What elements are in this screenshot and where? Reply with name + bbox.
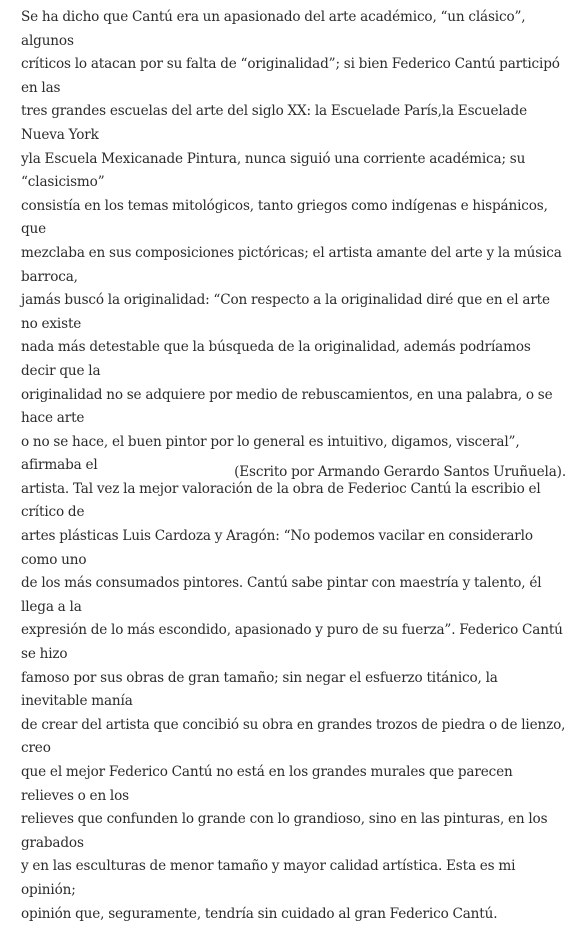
paragraph-line: opinión que, seguramente, tendría sin cuidado al gran Federico Cantú. [21, 905, 498, 922]
paragraph-line: nada más detestable que la búsqueda de la originalidad, además podríamos decir que la [21, 339, 531, 379]
paragraph-line: y en las esculturas de menor tamaño y mayor calidad artística. Esta es mi opinión; [21, 858, 516, 898]
paragraph-line: consistía en los temas mitológicos, tanto griegos como indígenas e hispánicos, que [21, 197, 548, 238]
paragraph-line: expresión de lo más escondido, apasionado y puro de su fuerza”. Federico Cantú se hizo [21, 622, 563, 663]
paragraph-line: de crear del artista que concibió su obra en grandes trozos de piedra o de lienzo, creo [21, 716, 566, 757]
paragraph-line: o no se hace, el buen pintor por lo general es intuitivo, digamos, visceral”, afirmaba el [21, 433, 520, 474]
paragraph-line: originalidad no se adquiere por medio de rebuscamientos, en una palabra, o se hace arte [21, 386, 553, 427]
paragraph-line: tres grandes escuelas del arte del siglo XX: la Escuelade París,la Escuelade Nueva York [21, 103, 527, 143]
paragraph-line: críticos lo atacan por su falta de “originalidad”; si bien Federico Cantú participó en las [21, 56, 560, 96]
paragraph-line: mezclaba en sus composiciones pictóricas; el artista amante del arte y la música barroca, [21, 244, 562, 285]
paragraph-line: artista. Tal vez la mejor valoración de la obra de Federioc Cantú la escribio el crítico de [21, 480, 541, 521]
paragraph-line: relieves que confunden lo grande con lo grandioso, sino en las pinturas, en los grabados [21, 811, 548, 851]
paragraph-line: Se ha dicho que Cantú era un apasionado del arte académico, “un clásico”, algunos [21, 9, 526, 49]
author-signature: (Escrito por Armando Gerardo Santos Uruñuela). [234, 464, 566, 480]
paragraph-line: de los más consumados pintores. Cantú sabe pintar con maestría y talento, él llega a la [21, 575, 542, 615]
paragraph-line: artes plásticas Luis Cardoza y Aragón: “No podemos vacilar en considerarlo como uno [21, 528, 533, 568]
paragraph-line: yla Escuela Mexicanade Pintura, nunca siguió una corriente académica; su “clasicismo” [21, 150, 526, 191]
paragraph-line: que el mejor Federico Cantú no está en los grandes murales que parecen relieves o en los [21, 764, 513, 804]
paragraph-line: famoso por sus obras de gran tamaño; sin negar el esfuerzo titánico, la inevitable manía [21, 669, 498, 710]
paragraph-line: jamás buscó la originalidad: “Con respecto a la originalidad diré que en el arte no existe [21, 292, 550, 332]
